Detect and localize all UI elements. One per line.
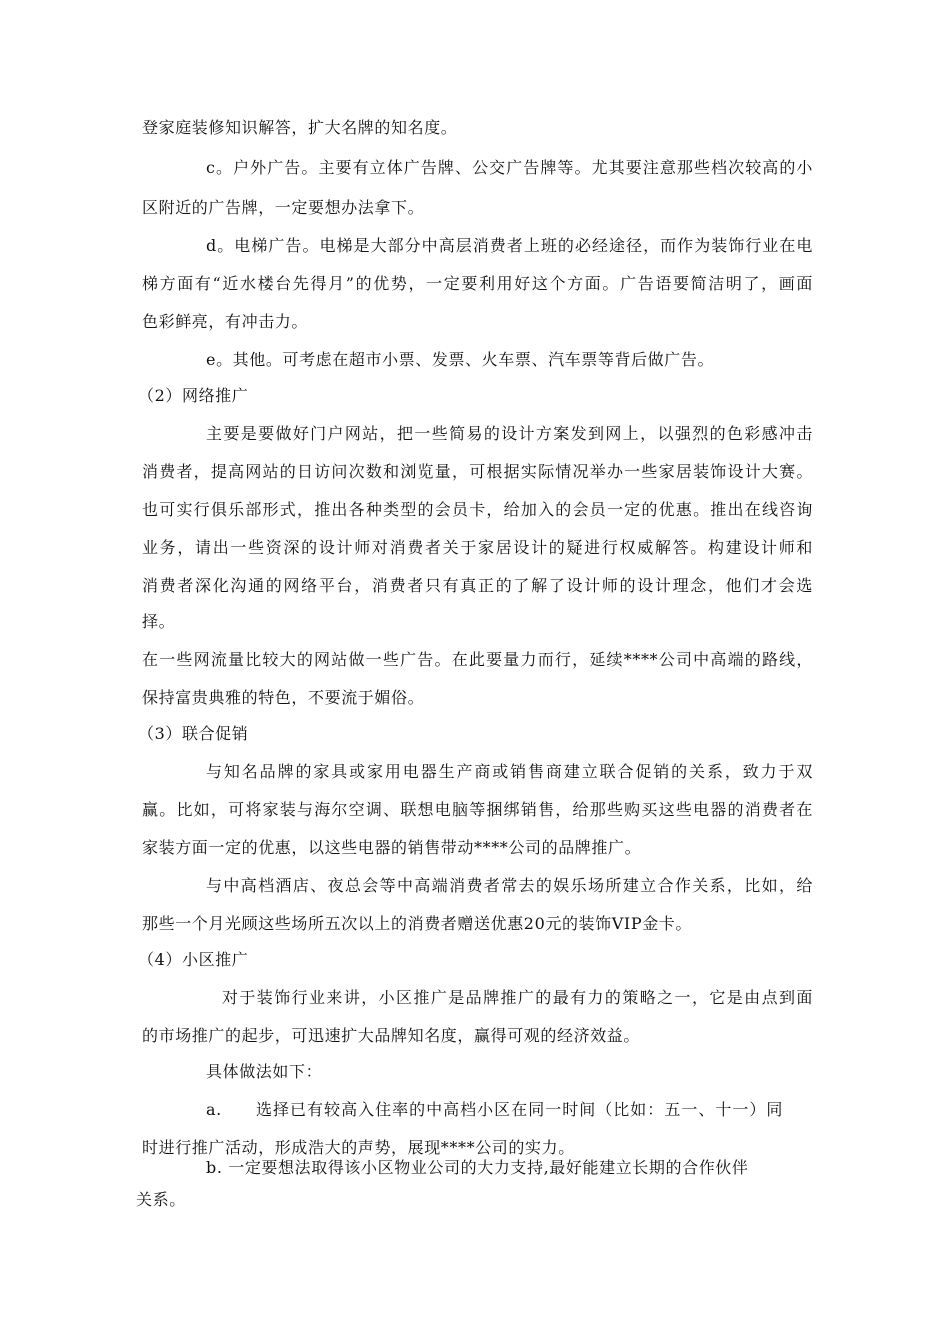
paragraph-line: 在一些网流量比较大的网站做一些广告。在此要量力而行，延续****公司中高端的路线， bbox=[142, 650, 813, 669]
paragraph-line: 消费者，提高网站的日访问次数和浏览量，可根据实际情况举办一些家居装饰设计大赛。 bbox=[142, 462, 813, 481]
paragraph-line: 那些一个月光顾这些场所五次以上的消费者赠送优惠20元的装饰VIP金卡。 bbox=[142, 914, 693, 933]
section-heading: （3）联合促销 bbox=[138, 724, 249, 743]
list-marker: a. bbox=[206, 1100, 222, 1119]
paragraph-line: 择。 bbox=[142, 612, 176, 631]
paragraph-line: 登家庭装修知识解答，扩大名牌的知名度。 bbox=[142, 118, 458, 137]
paragraph-line: 与知名品牌的家具或家用电器生产商或销售商建立联合促销的关系，致力于双 bbox=[206, 762, 813, 781]
paragraph-line: c。户外广告。主要有立体广告牌、公交广告牌等。尤其要注意那些档次较高的小 bbox=[206, 158, 813, 177]
paragraph-line: 保持富贵典雅的特色，不要流于媚俗。 bbox=[142, 688, 425, 707]
paragraph-line: 赢。比如，可将家装与海尔空调、联想电脑等捆绑销售，给那些购买这些电器的消费者在 bbox=[142, 800, 813, 819]
section-heading: （4）小区推广 bbox=[138, 950, 249, 969]
paragraph-line: 消费者深化沟通的网络平台，消费者只有真正的了解了设计师的设计理念，他们才会选 bbox=[142, 576, 813, 595]
paragraph-line: 也可实行俱乐部形式，推出各种类型的会员卡，给加入的会员一定的优惠。推出在线咨询 bbox=[142, 500, 813, 519]
section-heading: （2）网络推广 bbox=[138, 386, 249, 405]
paragraph-line: 色彩鲜亮，有冲击力。 bbox=[142, 312, 309, 331]
paragraph-line: b. 一定要想法取得该小区物业公司的大力支持,最好能建立长期的合作伙伴 bbox=[206, 1158, 749, 1177]
paragraph-line: 具体做法如下： bbox=[206, 1062, 323, 1081]
paragraph-line: 梯方面有“近水楼台先得月”的优势，一定要利用好这个方面。广告语要简洁明了，画面 bbox=[142, 274, 813, 293]
paragraph-line: 选择已有较高入住率的中高档小区在同一时间（比如：五一、十一）同 bbox=[256, 1100, 783, 1119]
paragraph-line: 区附近的广告牌，一定要想办法拿下。 bbox=[142, 198, 425, 217]
paragraph-line: 对于装饰行业来讲，小区推广是品牌推广的最有力的策略之一，它是由点到面 bbox=[222, 988, 813, 1007]
paragraph-line: 家装方面一定的优惠，以这些电器的销售带动****公司的品牌推广。 bbox=[142, 838, 642, 857]
paragraph-line: e。其他。可考虑在超市小票、发票、火车票、汽车票等背后做广告。 bbox=[206, 350, 715, 369]
paragraph-line: d。电梯广告。电梯是大部分中高层消费者上班的必经途径，而作为装饰行业在电 bbox=[206, 236, 813, 255]
paragraph-line: 与中高档酒店、夜总会等中高端消费者常去的娱乐场所建立合作关系，比如，给 bbox=[206, 876, 813, 895]
paragraph-line: 关系。 bbox=[136, 1190, 186, 1209]
paragraph-line: 业务，请出一些资深的设计师对消费者关于家居设计的疑进行权威解答。构建设计师和 bbox=[142, 538, 813, 557]
paragraph-line: 的市场推广的起步，可迅速扩大品牌知名度，赢得可观的经济效益。 bbox=[142, 1026, 641, 1045]
paragraph-line: 时进行推广活动，形成浩大的声势，展现****公司的实力。 bbox=[142, 1138, 575, 1157]
paragraph-line: 主要是要做好门户网站，把一些简易的设计方案发到网上，以强烈的色彩感冲击 bbox=[206, 424, 813, 443]
